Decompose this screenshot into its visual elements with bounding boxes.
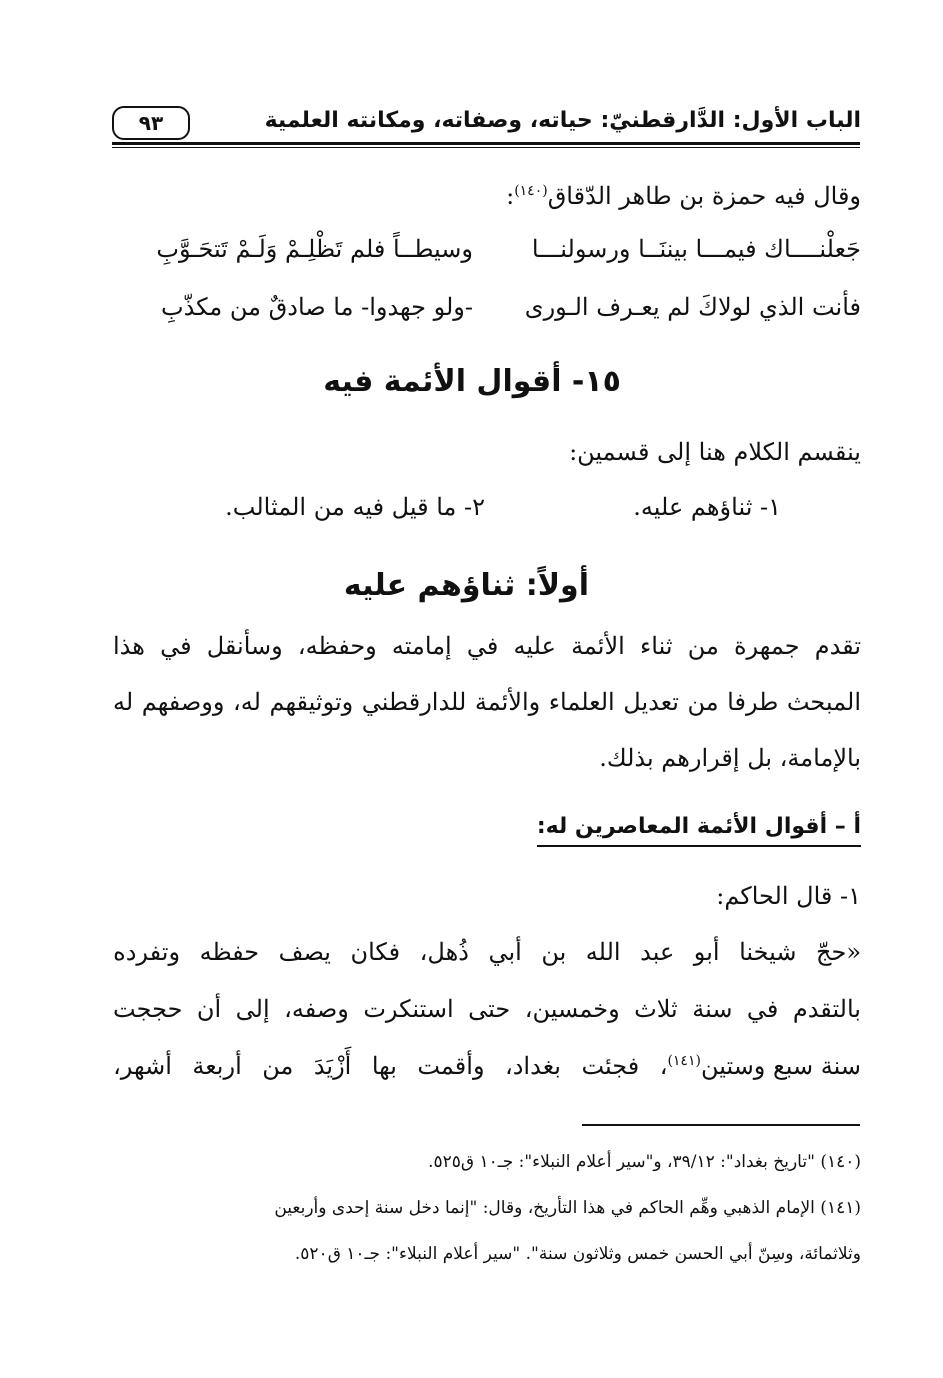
footnote-ref-140: (١٤٠) (514, 183, 548, 199)
intro-line (506, 182, 861, 210)
word: وحفظه، (297, 632, 377, 660)
subsection-heading: أ – أقوال الأئمة المعاصرين له: (537, 814, 861, 847)
word: حفظه (199, 938, 260, 966)
word: جمهرة (733, 632, 800, 660)
word: العلماء (548, 688, 615, 716)
word: وأقمت (417, 1052, 485, 1080)
word: استنكرت (363, 995, 454, 1023)
word: إلى (235, 995, 270, 1023)
word: حججت (113, 995, 183, 1023)
word: تقدم (814, 632, 861, 660)
quote-segment (660, 1052, 861, 1080)
poem-verse-1-sadr: جَعلْنــــاك فيمـــا بيننَــا ورسولنـــا (531, 235, 861, 263)
word: فكان (350, 938, 401, 966)
word: في (160, 632, 192, 660)
word: يصف (278, 938, 331, 966)
word: طرفا (727, 688, 779, 716)
word: «حجّ (815, 938, 861, 966)
item-label: ١- قال الحاكم: (716, 882, 861, 910)
word: بالتقدم (792, 995, 861, 1023)
word: هذا (113, 632, 145, 660)
word: له، (233, 688, 261, 716)
word: ذُهل، (419, 938, 469, 966)
word: عبد (640, 938, 675, 966)
word: ووصفهم (141, 688, 225, 716)
paragraph-line-2 (113, 688, 861, 716)
quote-text: سنة سبع وستين (700, 1052, 861, 1080)
word: ثلاث (634, 995, 678, 1023)
word: من (262, 1052, 294, 1080)
intro-text: وقال فيه حمزة بن طاهر الدّقاق (547, 182, 861, 210)
word: أَزْيَدَ (313, 1052, 352, 1080)
division-intro: ينقسم الكلام هنا إلى قسمين: (569, 438, 861, 466)
footnote-141: (١٤١) الإمام الذهبي وهِّم الحاكم في هذا التأريخ، وقال: "إنما دخل سنة إحدى وأربعين (274, 1198, 861, 1218)
word: في (466, 632, 499, 660)
footnote-ref-141: (١٤١) (667, 1053, 701, 1069)
word: أن (196, 995, 222, 1023)
word: شيخنا (739, 938, 797, 966)
running-header-title: الباب الأول: الدَّارقطنيّ: حياته، وصفاته، ومكانته العلمية (264, 108, 861, 133)
word: تعديل (623, 688, 679, 716)
paragraph-line-3: بالإمامة، بل إقرارهم بذلك. (599, 744, 861, 772)
quote-line-1 (113, 938, 861, 966)
word: حتى (468, 995, 511, 1023)
word: وصفه، (284, 995, 349, 1023)
word: إمامته (391, 632, 452, 660)
word: وسأنقل (206, 632, 283, 660)
word: بغداد، (505, 1052, 561, 1080)
word: الله (585, 938, 621, 966)
word: من (687, 688, 719, 716)
footnote-141-continued: وثلاثمائة، وسِنّ أبي الحسن خمس وثلاثون سنة". "سير أعلام النبلاء": جـ١٠ ق٥٢٠. (294, 1244, 861, 1264)
word: والأئمة (474, 688, 541, 716)
word: للدارقطني (361, 688, 467, 716)
poem-verse-2-sadr: فأنت الذي لولاكَ لم يعـرف الـورى (524, 293, 861, 321)
page-number-badge: ٩٣ (112, 106, 190, 140)
word: عليه (513, 632, 556, 660)
division-item-1: ١- ثناؤهم عليه. (633, 493, 781, 521)
word: أربعة (192, 1052, 242, 1080)
subheading: أولاً: ثناؤهم عليه (343, 568, 589, 603)
word: ثناء (640, 632, 673, 660)
word: من (687, 632, 719, 660)
quote-line-2 (113, 995, 861, 1023)
word: أبو (693, 938, 720, 966)
word: وتفرده (113, 938, 181, 966)
poem-verse-1-ajuz: وسيطــاً فلم تَظْلِـمْ وَلَـمْ تَتحَـوَّبِ (156, 235, 473, 263)
footnote-separator (582, 1124, 860, 1126)
word: بها (371, 1052, 397, 1080)
word: سنة (692, 995, 733, 1023)
word: وتوثيقهم (269, 688, 354, 716)
header-rule-thin (112, 147, 860, 148)
word: فجئت (581, 1052, 640, 1080)
poem-verse-2-ajuz: -ولو جهدوا- ما صادقٌ من مكذّبِ (160, 293, 473, 321)
word: في (746, 995, 779, 1023)
division-item-2: ٢- ما قيل فيه من المثالب. (225, 493, 485, 521)
word: ، (659, 1052, 668, 1080)
word: المبحث (786, 688, 861, 716)
intro-colon: : (506, 182, 515, 210)
footnote-140: (١٤٠) "تاريخ بغداد": ٣٩/١٢، و"سير أعلام النبلاء": جـ١٠ ق٥٢٥. (428, 1152, 861, 1172)
header-rule-thick (112, 142, 860, 145)
word: أبي (488, 938, 522, 966)
quote-line-3 (113, 1052, 861, 1080)
paragraph-line-1 (113, 632, 861, 660)
word: وخمسين، (524, 995, 620, 1023)
word: بن (541, 938, 567, 966)
word: أشهر، (113, 1052, 172, 1080)
word: الأئمة (571, 632, 625, 660)
section-heading: ١٥- أقوال الأئمة فيه (323, 364, 621, 399)
word: له (113, 688, 134, 716)
